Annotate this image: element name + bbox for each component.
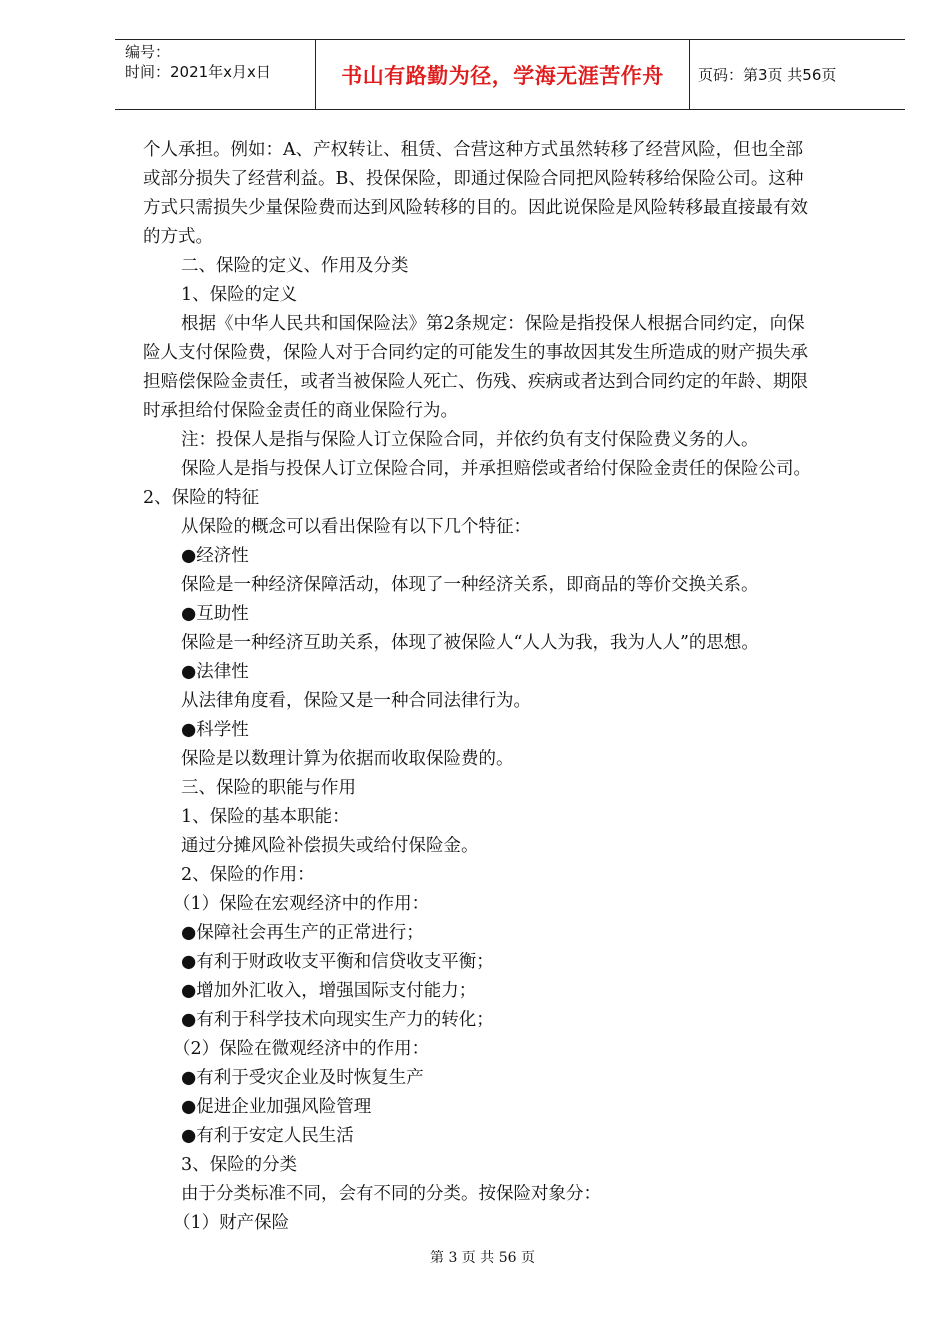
text-line: ●互助性 xyxy=(181,604,249,624)
text-line: 通过分摊风险补偿损失或给付保险金。 xyxy=(181,836,479,856)
document-body xyxy=(143,136,873,1238)
text-line: （2）保险在微观经济中的作用： xyxy=(173,1039,430,1059)
text-line: 三、保险的职能与作用 xyxy=(181,778,356,798)
text-line: 注：投保人是指与保险人订立保险合同，并依约负有支付保险费义务的人。 xyxy=(181,430,759,450)
page-header xyxy=(115,39,905,110)
text-line: ●有利于财政收支平衡和信贷收支平衡； xyxy=(181,952,494,972)
text-line: 险人支付保险费，保险人对于合同约定的可能发生的事故因其发生所造成的财产损失承 xyxy=(143,343,808,363)
text-line: 从法律角度看，保险又是一种合同法律行为。 xyxy=(181,691,531,711)
document-time: 时间：2021年x月x日 xyxy=(125,63,271,81)
text-line: ●有利于科学技术向现实生产力的转化； xyxy=(181,1010,494,1030)
document-number-label: 编号： xyxy=(125,43,171,61)
text-line: 方式只需损失少量保险费而达到风险转移的目的。因此说保险是风险转移最直接最有效 xyxy=(143,198,808,218)
text-line: 的方式。 xyxy=(143,227,213,247)
page-footer: 第 3 页 共 56 页 xyxy=(430,1250,535,1266)
text-line: ●保障社会再生产的正常进行； xyxy=(181,923,424,943)
text-line: 3、保险的分类 xyxy=(181,1155,298,1175)
text-line: 2、保险的特征 xyxy=(143,488,260,508)
text-line: ●有利于安定人民生活 xyxy=(181,1126,354,1146)
text-line: ●科学性 xyxy=(181,720,249,740)
text-line: ●有利于受灾企业及时恢复生产 xyxy=(181,1068,424,1088)
text-line: 担赔偿保险金责任，或者当被保险人死亡、伤残、疾病或者达到合同约定的年龄、期限 xyxy=(143,372,808,392)
text-line: 时承担给付保险金责任的商业保险行为。 xyxy=(143,401,458,421)
text-line: ●经济性 xyxy=(181,546,249,566)
text-line: 1、保险的定义 xyxy=(181,285,298,305)
header-page-info: 页码：第3页 共56页 xyxy=(698,66,837,84)
text-line: （1）保险在宏观经济中的作用： xyxy=(173,894,430,914)
text-line: 或部分损失了经营利益。B、投保保险，即通过保险合同把风险转移给保险公司。这种 xyxy=(143,169,804,189)
text-line: ●增加外汇收入，增强国际支付能力； xyxy=(181,981,477,1001)
text-line: 保险是以数理计算为依据而收取保险费的。 xyxy=(181,749,514,769)
header-motto-cell xyxy=(315,40,690,109)
text-line: 根据《中华人民共和国保险法》第2条规定：保险是指投保人根据合同约定，向保 xyxy=(181,314,805,334)
text-line: 二、保险的定义、作用及分类 xyxy=(181,256,409,276)
text-line: 由于分类标准不同，会有不同的分类。按保险对象分： xyxy=(181,1184,601,1204)
header-meta xyxy=(115,40,315,109)
text-line: 个人承担。例如：A、产权转让、租赁、合营这种方式虽然转移了经营风险，但也全部 xyxy=(143,140,804,160)
text-line: 1、保险的基本职能： xyxy=(181,807,350,827)
text-line: 从保险的概念可以看出保险有以下几个特征： xyxy=(181,517,531,537)
text-line: （1）财产保险 xyxy=(173,1213,290,1233)
text-line: ●促进企业加强风险管理 xyxy=(181,1097,372,1117)
text-line: 保险是一种经济互助关系，体现了被保险人“人人为我，我为人人”的思想。 xyxy=(181,633,759,653)
text-line: 保险人是指与投保人订立保险合同，并承担赔偿或者给付保险金责任的保险公司。 xyxy=(181,459,811,479)
text-line: 2、保险的作用： xyxy=(181,865,315,885)
text-line: ●法律性 xyxy=(181,662,249,682)
text-line: 保险是一种经济保障活动，体现了一种经济关系，即商品的等价交换关系。 xyxy=(181,575,759,595)
header-motto: 书山有路勤为径，学海无涯苦作舟 xyxy=(341,63,664,88)
